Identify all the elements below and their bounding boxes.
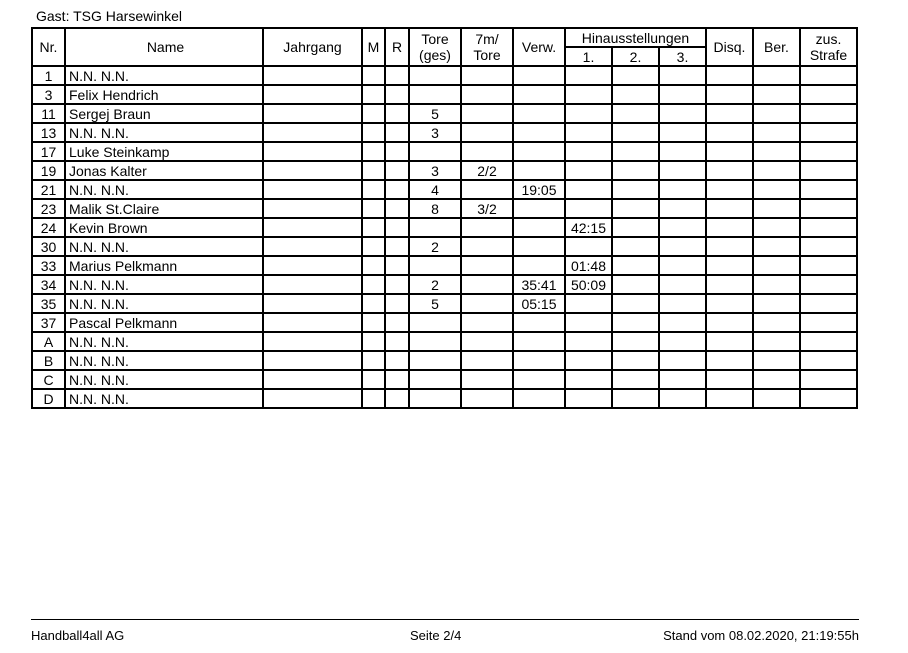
cell-jahrgang — [263, 180, 362, 199]
cell-h3 — [659, 142, 706, 161]
cell-name: N.N. N.N. — [65, 123, 263, 142]
cell-ber — [753, 199, 800, 218]
cell-r — [385, 161, 409, 180]
cell-m — [362, 256, 385, 275]
cell-r — [385, 66, 409, 85]
header-h2: 2. — [612, 47, 659, 66]
footer-page: Seite 2/4 — [410, 628, 462, 643]
cell-m — [362, 351, 385, 370]
cell-m — [362, 313, 385, 332]
footer-stand: Stand vom 08.02.2020, 21:19:55h — [663, 628, 859, 643]
cell-h2 — [612, 218, 659, 237]
cell-disq — [706, 104, 753, 123]
header-tore-line2: (ges) — [419, 47, 451, 63]
table-row — [32, 256, 857, 275]
cell-h1: 50:09 — [565, 275, 612, 294]
cell-tore — [409, 332, 461, 351]
cell-h2 — [612, 275, 659, 294]
cell-verw: 35:41 — [513, 275, 565, 294]
cell-7m — [461, 256, 513, 275]
cell-7m — [461, 142, 513, 161]
cell-7m — [461, 85, 513, 104]
cell-m — [362, 237, 385, 256]
cell-name: N.N. N.N. — [65, 389, 263, 408]
cell-zus-strafe — [800, 256, 857, 275]
cell-verw — [513, 199, 565, 218]
cell-zus-strafe — [800, 218, 857, 237]
cell-zus-strafe — [800, 180, 857, 199]
cell-nr: 37 — [32, 313, 65, 332]
cell-tore: 3 — [409, 161, 461, 180]
cell-disq — [706, 275, 753, 294]
cell-name: N.N. N.N. — [65, 332, 263, 351]
cell-ber — [753, 256, 800, 275]
cell-tore — [409, 351, 461, 370]
table-row — [32, 294, 857, 313]
cell-ber — [753, 161, 800, 180]
cell-h3 — [659, 161, 706, 180]
cell-h3 — [659, 237, 706, 256]
cell-m — [362, 199, 385, 218]
cell-ber — [753, 85, 800, 104]
cell-zus-strafe — [800, 294, 857, 313]
header-tore-line1: Tore — [421, 31, 449, 47]
cell-h2 — [612, 389, 659, 408]
cell-h1: 01:48 — [565, 256, 612, 275]
header-r: R — [385, 28, 409, 66]
cell-ber — [753, 180, 800, 199]
cell-tore — [409, 85, 461, 104]
header-hinausstellungen: Hinausstellungen — [565, 28, 706, 47]
cell-disq — [706, 370, 753, 389]
cell-verw — [513, 256, 565, 275]
cell-jahrgang — [263, 294, 362, 313]
cell-ber — [753, 66, 800, 85]
table-row — [32, 66, 857, 85]
cell-verw — [513, 66, 565, 85]
cell-jahrgang — [263, 313, 362, 332]
cell-ber — [753, 351, 800, 370]
cell-nr: A — [32, 332, 65, 351]
cell-ber — [753, 294, 800, 313]
table-row — [32, 161, 857, 180]
cell-ber — [753, 275, 800, 294]
cell-verw — [513, 123, 565, 142]
cell-tore — [409, 142, 461, 161]
header-disq: Disq. — [706, 28, 753, 66]
cell-h2 — [612, 256, 659, 275]
header-name: Name — [65, 28, 263, 66]
cell-zus-strafe — [800, 332, 857, 351]
cell-name: N.N. N.N. — [65, 66, 263, 85]
header-7m — [461, 28, 513, 66]
cell-h3 — [659, 275, 706, 294]
player-table — [31, 27, 858, 409]
cell-jahrgang — [263, 161, 362, 180]
cell-h2 — [612, 161, 659, 180]
cell-tore: 5 — [409, 104, 461, 123]
cell-ber — [753, 332, 800, 351]
header-zus-strafe — [800, 28, 857, 66]
cell-7m — [461, 180, 513, 199]
cell-7m: 2/2 — [461, 161, 513, 180]
cell-h3 — [659, 123, 706, 142]
table-row — [32, 237, 857, 256]
cell-zus-strafe — [800, 142, 857, 161]
cell-m — [362, 123, 385, 142]
cell-disq — [706, 351, 753, 370]
cell-m — [362, 294, 385, 313]
cell-disq — [706, 313, 753, 332]
cell-r — [385, 294, 409, 313]
cell-7m — [461, 294, 513, 313]
cell-m — [362, 85, 385, 104]
cell-name: Marius Pelkmann — [65, 256, 263, 275]
cell-zus-strafe — [800, 199, 857, 218]
cell-verw — [513, 313, 565, 332]
cell-disq — [706, 123, 753, 142]
table-row — [32, 218, 857, 237]
header-verw: Verw. — [513, 28, 565, 66]
player-rows — [32, 66, 857, 408]
cell-disq — [706, 389, 753, 408]
cell-nr: D — [32, 389, 65, 408]
cell-ber — [753, 142, 800, 161]
cell-name: Sergej Braun — [65, 104, 263, 123]
cell-h3 — [659, 180, 706, 199]
cell-h1 — [565, 389, 612, 408]
cell-ber — [753, 389, 800, 408]
cell-h1 — [565, 85, 612, 104]
table-row — [32, 142, 857, 161]
cell-verw — [513, 218, 565, 237]
cell-tore: 2 — [409, 275, 461, 294]
cell-m — [362, 104, 385, 123]
cell-h1 — [565, 142, 612, 161]
cell-h2 — [612, 199, 659, 218]
cell-r — [385, 104, 409, 123]
cell-h3 — [659, 313, 706, 332]
cell-verw: 19:05 — [513, 180, 565, 199]
cell-r — [385, 256, 409, 275]
cell-h1 — [565, 294, 612, 313]
cell-jahrgang — [263, 389, 362, 408]
cell-h3 — [659, 351, 706, 370]
cell-nr: 35 — [32, 294, 65, 313]
cell-tore: 5 — [409, 294, 461, 313]
cell-h2 — [612, 351, 659, 370]
cell-h2 — [612, 85, 659, 104]
cell-r — [385, 142, 409, 161]
cell-m — [362, 389, 385, 408]
cell-disq — [706, 66, 753, 85]
cell-jahrgang — [263, 66, 362, 85]
footer-company: Handball4all AG — [31, 628, 125, 643]
cell-disq — [706, 180, 753, 199]
cell-r — [385, 199, 409, 218]
cell-7m — [461, 351, 513, 370]
cell-ber — [753, 313, 800, 332]
cell-jahrgang — [263, 351, 362, 370]
cell-h1 — [565, 237, 612, 256]
cell-h3 — [659, 332, 706, 351]
cell-nr: 30 — [32, 237, 65, 256]
table-row — [32, 180, 857, 199]
cell-h1 — [565, 313, 612, 332]
cell-ber — [753, 218, 800, 237]
cell-nr: B — [32, 351, 65, 370]
cell-m — [362, 142, 385, 161]
cell-h3 — [659, 85, 706, 104]
table-row — [32, 85, 857, 104]
cell-tore — [409, 256, 461, 275]
cell-zus-strafe — [800, 351, 857, 370]
cell-disq — [706, 161, 753, 180]
cell-zus-strafe — [800, 66, 857, 85]
cell-r — [385, 313, 409, 332]
cell-7m — [461, 123, 513, 142]
cell-h3 — [659, 389, 706, 408]
cell-name: Luke Steinkamp — [65, 142, 263, 161]
cell-h2 — [612, 104, 659, 123]
cell-h2 — [612, 237, 659, 256]
cell-name: Felix Hendrich — [65, 85, 263, 104]
cell-verw — [513, 332, 565, 351]
cell-name: N.N. N.N. — [65, 351, 263, 370]
cell-h3 — [659, 218, 706, 237]
cell-verw — [513, 370, 565, 389]
table-row — [32, 389, 857, 408]
cell-ber — [753, 104, 800, 123]
cell-zus-strafe — [800, 275, 857, 294]
cell-r — [385, 351, 409, 370]
cell-ber — [753, 123, 800, 142]
cell-m — [362, 161, 385, 180]
cell-h1 — [565, 123, 612, 142]
table-row — [32, 332, 857, 351]
cell-zus-strafe — [800, 104, 857, 123]
cell-m — [362, 370, 385, 389]
cell-h3 — [659, 66, 706, 85]
cell-tore — [409, 218, 461, 237]
cell-7m — [461, 389, 513, 408]
cell-h2 — [612, 370, 659, 389]
cell-m — [362, 218, 385, 237]
cell-r — [385, 180, 409, 199]
cell-7m — [461, 370, 513, 389]
cell-jahrgang — [263, 104, 362, 123]
cell-zus-strafe — [800, 161, 857, 180]
cell-nr: 13 — [32, 123, 65, 142]
cell-nr: 3 — [32, 85, 65, 104]
cell-nr: 23 — [32, 199, 65, 218]
cell-h1 — [565, 351, 612, 370]
cell-h1 — [565, 180, 612, 199]
cell-jahrgang — [263, 85, 362, 104]
cell-verw — [513, 351, 565, 370]
cell-m — [362, 332, 385, 351]
header-jahrgang: Jahrgang — [263, 28, 362, 66]
cell-tore: 3 — [409, 123, 461, 142]
cell-jahrgang — [263, 218, 362, 237]
cell-zus-strafe — [800, 85, 857, 104]
cell-name: N.N. N.N. — [65, 370, 263, 389]
cell-verw — [513, 389, 565, 408]
cell-7m — [461, 313, 513, 332]
cell-tore — [409, 313, 461, 332]
cell-r — [385, 332, 409, 351]
cell-h1 — [565, 370, 612, 389]
cell-r — [385, 275, 409, 294]
cell-h1 — [565, 104, 612, 123]
cell-zus-strafe — [800, 389, 857, 408]
cell-tore: 2 — [409, 237, 461, 256]
cell-m — [362, 180, 385, 199]
cell-name: N.N. N.N. — [65, 294, 263, 313]
cell-7m — [461, 66, 513, 85]
cell-h2 — [612, 142, 659, 161]
cell-r — [385, 218, 409, 237]
cell-zus-strafe — [800, 123, 857, 142]
cell-zus-strafe — [800, 237, 857, 256]
cell-h3 — [659, 294, 706, 313]
cell-verw — [513, 161, 565, 180]
table-row — [32, 370, 857, 389]
cell-jahrgang — [263, 199, 362, 218]
cell-h1 — [565, 66, 612, 85]
cell-verw — [513, 237, 565, 256]
table-row — [32, 313, 857, 332]
cell-h2 — [612, 123, 659, 142]
cell-name: Malik St.Claire — [65, 199, 263, 218]
header-m: M — [362, 28, 385, 66]
cell-h2 — [612, 294, 659, 313]
cell-name: N.N. N.N. — [65, 275, 263, 294]
cell-disq — [706, 237, 753, 256]
cell-verw: 05:15 — [513, 294, 565, 313]
cell-name: N.N. N.N. — [65, 180, 263, 199]
cell-nr: 17 — [32, 142, 65, 161]
cell-7m — [461, 332, 513, 351]
cell-disq — [706, 199, 753, 218]
cell-h1 — [565, 199, 612, 218]
table-row — [32, 104, 857, 123]
cell-jahrgang — [263, 275, 362, 294]
cell-disq — [706, 218, 753, 237]
cell-h3 — [659, 256, 706, 275]
cell-nr: 21 — [32, 180, 65, 199]
header-tore — [409, 28, 461, 66]
cell-h3 — [659, 104, 706, 123]
header-nr: Nr. — [32, 28, 65, 66]
cell-disq — [706, 332, 753, 351]
cell-disq — [706, 85, 753, 104]
cell-verw — [513, 85, 565, 104]
cell-7m: 3/2 — [461, 199, 513, 218]
cell-h2 — [612, 313, 659, 332]
cell-tore: 4 — [409, 180, 461, 199]
cell-r — [385, 370, 409, 389]
header-zus-line2: Strafe — [809, 47, 848, 63]
cell-name: N.N. N.N. — [65, 237, 263, 256]
header-7m-line2: Tore — [473, 47, 501, 63]
cell-h1 — [565, 161, 612, 180]
cell-7m — [461, 237, 513, 256]
cell-name: Pascal Pelkmann — [65, 313, 263, 332]
cell-nr: 34 — [32, 275, 65, 294]
cell-jahrgang — [263, 142, 362, 161]
cell-jahrgang — [263, 332, 362, 351]
cell-name: Jonas Kalter — [65, 161, 263, 180]
cell-r — [385, 237, 409, 256]
cell-zus-strafe — [800, 313, 857, 332]
table-row — [32, 275, 857, 294]
cell-h2 — [612, 332, 659, 351]
cell-h2 — [612, 180, 659, 199]
cell-m — [362, 66, 385, 85]
cell-tore — [409, 66, 461, 85]
cell-jahrgang — [263, 123, 362, 142]
cell-m — [362, 275, 385, 294]
cell-disq — [706, 256, 753, 275]
cell-verw — [513, 142, 565, 161]
cell-r — [385, 389, 409, 408]
cell-jahrgang — [263, 237, 362, 256]
cell-nr: C — [32, 370, 65, 389]
header-ber: Ber. — [753, 28, 800, 66]
cell-ber — [753, 370, 800, 389]
cell-7m — [461, 275, 513, 294]
header-zus-line1: zus. — [815, 31, 842, 47]
cell-zus-strafe — [800, 370, 857, 389]
cell-h3 — [659, 370, 706, 389]
cell-nr: 24 — [32, 218, 65, 237]
cell-name: Kevin Brown — [65, 218, 263, 237]
cell-nr: 19 — [32, 161, 65, 180]
cell-verw — [513, 104, 565, 123]
cell-tore — [409, 370, 461, 389]
cell-nr: 11 — [32, 104, 65, 123]
cell-disq — [706, 142, 753, 161]
cell-h3 — [659, 199, 706, 218]
cell-jahrgang — [263, 370, 362, 389]
cell-nr: 1 — [32, 66, 65, 85]
cell-tore: 8 — [409, 199, 461, 218]
cell-7m — [461, 218, 513, 237]
cell-r — [385, 85, 409, 104]
header-h1: 1. — [565, 47, 612, 66]
cell-7m — [461, 104, 513, 123]
cell-jahrgang — [263, 256, 362, 275]
table-row — [32, 199, 857, 218]
cell-h1 — [565, 332, 612, 351]
cell-tore — [409, 389, 461, 408]
cell-h2 — [612, 66, 659, 85]
cell-nr: 33 — [32, 256, 65, 275]
cell-h1: 42:15 — [565, 218, 612, 237]
cell-disq — [706, 294, 753, 313]
footer-divider — [31, 619, 859, 620]
cell-ber — [753, 237, 800, 256]
table-row — [32, 123, 857, 142]
team-title: Gast: TSG Harsewinkel — [36, 8, 183, 24]
header-7m-line1: 7m/ — [475, 31, 499, 47]
table-row — [32, 351, 857, 370]
header-h3: 3. — [659, 47, 706, 66]
cell-r — [385, 123, 409, 142]
